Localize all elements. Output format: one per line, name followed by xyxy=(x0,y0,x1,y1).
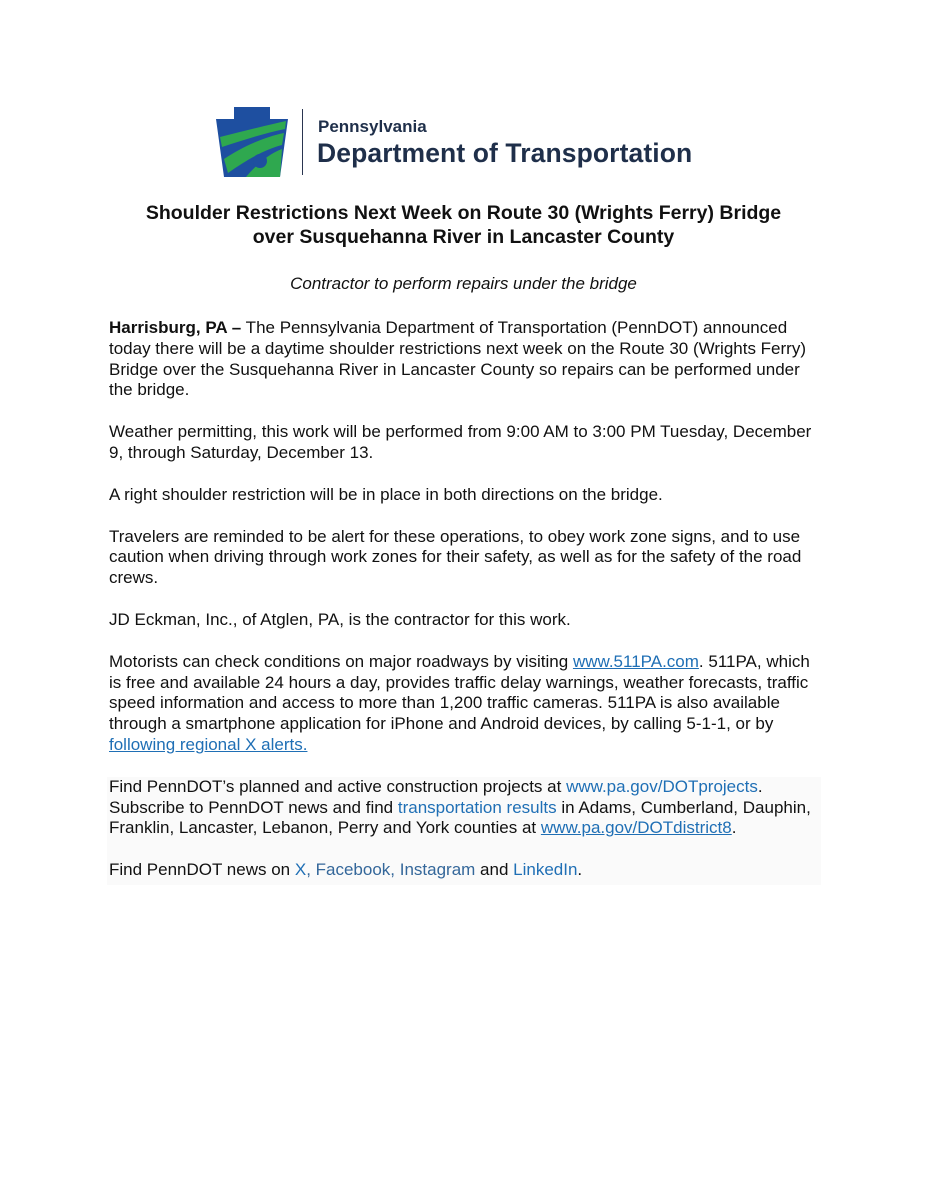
text-segment: Find PennDOT’s planned and active construction projects at xyxy=(109,776,567,796)
text-segment: . xyxy=(577,860,583,880)
link-dot-district8[interactable]: www.pa.gov/DOTdistrict8 xyxy=(540,818,732,838)
logo-department-name: Department of Transportation xyxy=(317,137,693,168)
keystone-logo-icon xyxy=(216,107,288,177)
logo-state-name: Pennsylvania xyxy=(318,116,427,136)
paragraph-intro-text: The Pennsylvania Department of Transportation (PennDOT) announced today there will be a daytime shoulder restrictions next week on the Route 30 (Wrights Ferry) Bridge over the Susquehanna River in Lancaster County so repairs can be performed under the bridge. xyxy=(109,318,806,400)
paragraph-social xyxy=(109,860,821,881)
paragraph-511pa xyxy=(109,652,824,756)
paragraph-contractor: JD Eckman, Inc., of Atglen, PA, is the contractor for this work. xyxy=(109,609,571,629)
paragraph-schedule: Weather permitting, this work will be performed from 9:00 AM to 3:00 PM Tuesday, December 9, through Saturday, December 13. xyxy=(109,422,812,462)
headline xyxy=(100,201,827,249)
link-linkedin[interactable]: LinkedIn xyxy=(513,860,578,880)
link-regional-x-alerts[interactable]: following regional X alerts. xyxy=(109,734,308,754)
link-facebook-instagram[interactable]: , Facebook, Instagram xyxy=(306,860,476,880)
text-segment: Motorists can check conditions on major roadways by visiting xyxy=(109,651,573,671)
text-segment: . Subscribe to PennDOT news and find xyxy=(109,776,763,817)
link-511pa[interactable]: www.511PA.com xyxy=(572,651,699,671)
subheadline: Contractor to perform repairs under the bridge xyxy=(290,274,637,293)
logo-divider xyxy=(302,109,303,175)
paragraph-intro xyxy=(109,318,824,401)
paragraph-restriction: A right shoulder restriction will be in place in both directions on the bridge. xyxy=(109,484,663,504)
text-segment: . 511PA, which is free and available 24 hours a day, provides traffic delay warnings, weather forecasts, traffic speed information and access to more than 1,200 traffic cameras. 511PA is also available through a smartphone application for iPhone and Android devices, by calling 5-1-1, or by xyxy=(109,651,810,734)
article-body xyxy=(109,318,824,885)
headline-line-1: Shoulder Restrictions Next Week on Route 30 (Wrights Ferry) Bridge xyxy=(145,202,782,224)
headline-line-2: over Susquehanna River in Lancaster County xyxy=(252,226,675,248)
link-transportation-results[interactable]: transportation results xyxy=(397,797,557,817)
text-segment: and xyxy=(475,860,514,880)
text-segment: in Adams, Cumberland, Dauphin, Franklin, Lancaster, Lebanon, Perry and York counties at xyxy=(109,797,811,838)
dateline: Harrisburg, PA – xyxy=(109,318,242,337)
text-segment: Find PennDOT news on xyxy=(109,860,295,880)
link-x[interactable]: X xyxy=(294,860,307,880)
shaded-footer-block xyxy=(107,777,821,885)
paragraph-projects xyxy=(109,777,821,839)
penndot-logo xyxy=(216,104,716,180)
text-segment: . xyxy=(731,818,737,838)
link-dot-projects[interactable]: www.pa.gov/DOTprojects xyxy=(566,776,758,796)
logo-wordmark xyxy=(317,118,692,167)
paragraph-safety: Travelers are reminded to be alert for these operations, to obey work zone signs, and to use caution when driving through work zones for their safety, as well as for the safety of the road crews. xyxy=(109,526,802,588)
